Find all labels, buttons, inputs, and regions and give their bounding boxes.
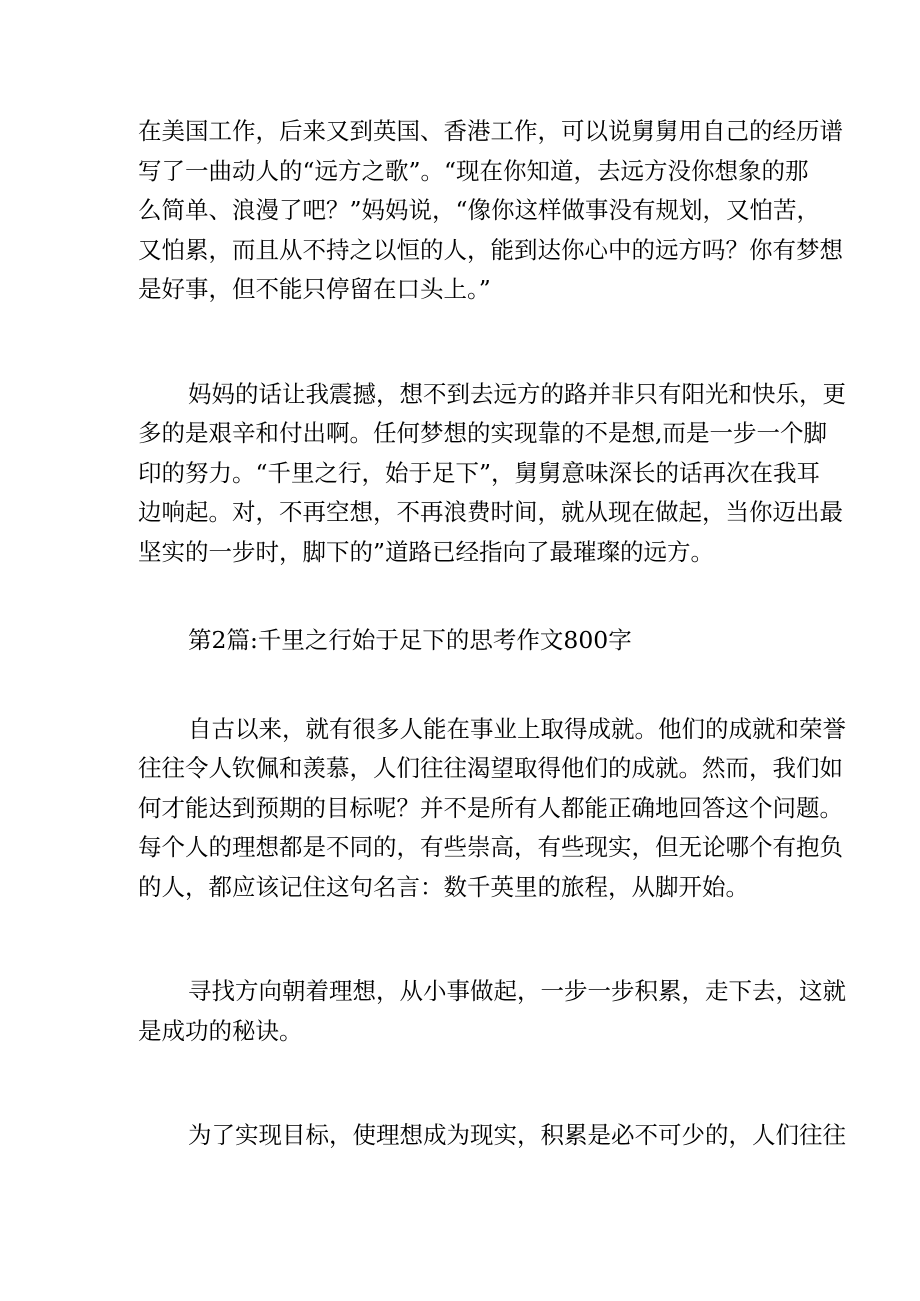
text-line: 印的努力。“千里之行，始于足下”，舅舅意味深长的话再次在我耳 [138, 458, 821, 487]
text-line: 自古以来，就有很多人能在事业上取得成就。他们的成就和荣誉 [188, 714, 846, 743]
text-line: 写了一曲动人的“远方之歌”。“现在你知道，去远方没你想象的那 [138, 156, 809, 185]
paragraph-3 [138, 710, 846, 908]
paragraph-spacer [138, 572, 800, 621]
paragraph-spacer [138, 1051, 800, 1116]
text-line: 是好事，但不能只停留在口头上。” [138, 275, 491, 303]
text-line: 妈妈的话让我震撼，想不到去远方的路并非只有阳光和快乐，更 [188, 379, 846, 408]
text-line: 边响起。对，不再空想，不再浪费时间，就从现在做起，当你迈出最 [138, 498, 843, 526]
text-line: 又怕累，而且从不持之以恒的人，能到达你心中的远方吗？你有梦想 [138, 235, 843, 264]
paragraph-5 [138, 1116, 846, 1156]
text-line: 多的是艰辛和付出啊。任何梦想的实现靠的不是想,而是一步一个脚 [138, 419, 827, 447]
text-line: 每个人的理想都是不同的，有些崇高，有些现实，但无论哪个有抱负 [138, 833, 843, 861]
paragraph-4 [138, 972, 846, 1051]
text-line: 寻找方向朝着理想，从小事做起，一步一步积累，走下去，这就 [188, 977, 846, 1005]
section-title: 第2篇:千里之行始于足下的思考作文800字 [188, 626, 632, 654]
text-line: 么简单、浪漫了吧？”妈妈说，“像你这样做事没有规划，又怕苦， [138, 196, 821, 224]
paragraph-spacer [138, 310, 800, 375]
text-line: 何才能达到预期的目标呢？并不是所有人都能正确地回答这个问题。 [138, 793, 843, 822]
paragraph-1 [138, 112, 843, 310]
text-line: 的人，都应该记住这句名言：数千英里的旅程，从脚开始。 [138, 872, 749, 901]
paragraph-spacer [138, 907, 800, 972]
document-body [138, 112, 846, 1156]
text-line: 是成功的秘诀。 [138, 1016, 303, 1045]
text-line: 坚实的一步时，脚下的”道路已经指向了最璀璨的远方。 [138, 537, 715, 566]
section-heading [138, 621, 800, 661]
text-line: 为了实现目标，使理想成为现实，积累是必不可少的，人们往往 [188, 1121, 846, 1149]
text-line: 在美国工作，后来又到英国、香港工作，可以说舅舅用自己的经历谱 [138, 117, 843, 145]
paragraph-2 [138, 375, 846, 573]
paragraph-spacer [138, 661, 800, 710]
text-line: 往往令人钦佩和羡慕，人们往往渴望取得他们的成就。然而，我们如 [138, 754, 843, 782]
